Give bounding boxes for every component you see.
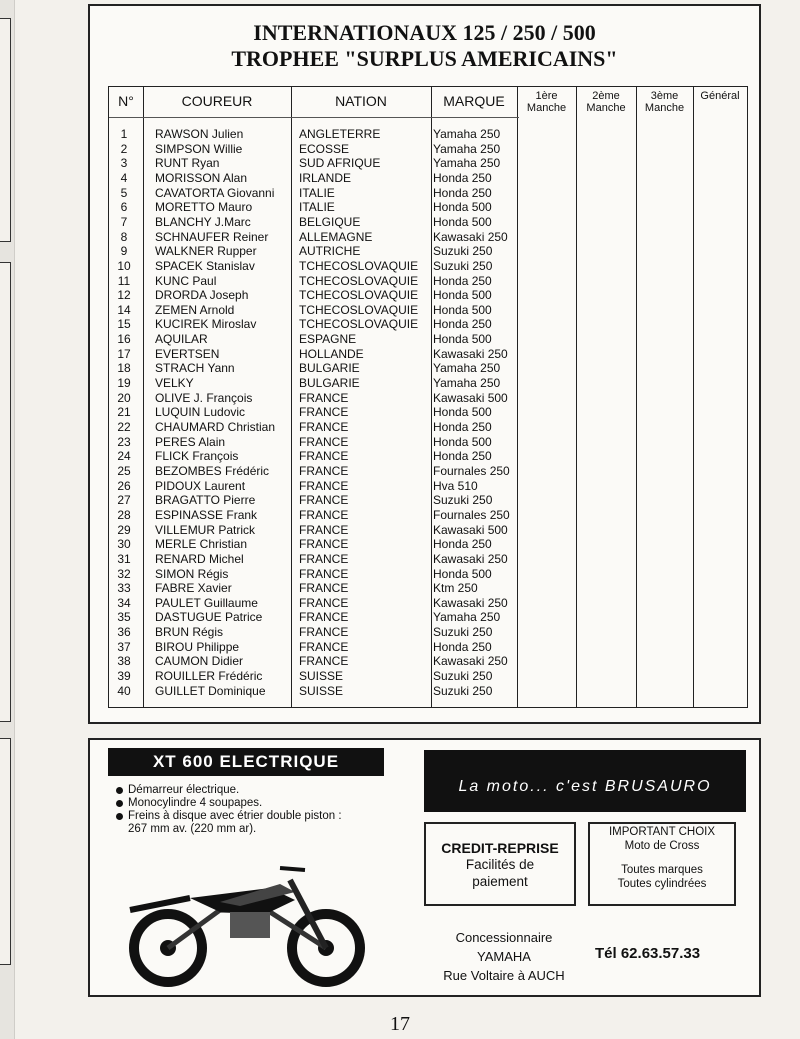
rider-nation: FRANCE bbox=[299, 566, 349, 581]
rider-number: 17 bbox=[117, 346, 131, 361]
choice-line: Toutes cylindrées bbox=[617, 878, 707, 890]
rider-nation: FRANCE bbox=[299, 610, 349, 625]
rider-number: 36 bbox=[117, 625, 131, 640]
rider-bike: Yamaha 250 bbox=[433, 127, 501, 141]
rider-name: VILLEMUR Patrick bbox=[155, 522, 256, 537]
choice-title: IMPORTANT CHOIX bbox=[608, 826, 716, 838]
rider-nation: HOLLANDE bbox=[299, 346, 364, 361]
rider-nation: FRANCE bbox=[299, 434, 349, 449]
rider-number: 23 bbox=[117, 434, 131, 449]
rider-nation: FRANCE bbox=[299, 493, 349, 508]
rider-name: KUCIREK Miroslav bbox=[155, 317, 257, 332]
rider-name: EVERTSEN bbox=[155, 346, 220, 361]
rider-number: 8 bbox=[120, 229, 128, 244]
rider-name: FABRE Xavier bbox=[155, 581, 232, 596]
rider-bike: Kawasaki 500 bbox=[433, 522, 508, 537]
choice-line: Toutes marques bbox=[621, 864, 703, 876]
rider-name: AQUILAR bbox=[155, 332, 208, 347]
rider-bike: Ktm 250 bbox=[433, 581, 478, 596]
rider-number: 27 bbox=[117, 493, 131, 508]
rider-name: MORETTO Mauro bbox=[155, 200, 253, 215]
rider-bike: Kawasaki 250 bbox=[433, 346, 508, 361]
rider-nation: TCHECOSLOVAQUIE bbox=[299, 302, 419, 317]
credit-box bbox=[424, 822, 576, 906]
rider-bike: Suzuki 250 bbox=[433, 258, 493, 273]
rider-bike: Honda 500 bbox=[433, 302, 492, 317]
rider-nation: FRANCE bbox=[299, 390, 349, 405]
rider-number: 37 bbox=[117, 639, 131, 654]
rider-name: CAVATORTA Giovanni bbox=[155, 185, 275, 200]
rider-number: 5 bbox=[120, 185, 128, 200]
rider-number: 3 bbox=[120, 156, 128, 171]
rider-name: ROUILLER Frédéric bbox=[155, 669, 263, 684]
rider-name: GUILLET Dominique bbox=[155, 683, 266, 698]
rider-name: ESPINASSE Frank bbox=[155, 507, 258, 522]
rider-nation: TCHECOSLOVAQUIE bbox=[299, 273, 419, 288]
rider-nation: FRANCE bbox=[299, 478, 349, 493]
credit-line: paiement bbox=[472, 874, 528, 889]
dealer-phone: Tél 62.63.57.33 bbox=[595, 945, 701, 962]
header-num: N° bbox=[118, 93, 134, 109]
rider-name: PAULET Guillaume bbox=[155, 595, 258, 610]
dealer-line: Concessionnaire bbox=[455, 930, 553, 945]
rider-number: 18 bbox=[117, 361, 131, 376]
rider-nation: FRANCE bbox=[299, 420, 349, 434]
rider-bike: Fournales 250 bbox=[433, 463, 510, 478]
rider-name: SIMON Régis bbox=[155, 566, 229, 581]
rider-bike: Yamaha 250 bbox=[433, 610, 501, 625]
rider-name: BRUN Régis bbox=[155, 625, 224, 640]
results-frame bbox=[88, 4, 761, 724]
rider-bike: Kawasaki 250 bbox=[433, 654, 508, 669]
rider-name: ZEMEN Arnold bbox=[155, 302, 235, 317]
feature-list bbox=[116, 784, 416, 836]
rider-name: BLANCHY J.Marc bbox=[155, 214, 251, 229]
rider-name: VELKY bbox=[155, 376, 194, 391]
rider-nation: ITALIE bbox=[299, 200, 335, 215]
rider-bike: Suzuki 250 bbox=[433, 683, 493, 698]
col-manche1 bbox=[517, 87, 577, 707]
rider-nation: BULGARIE bbox=[299, 361, 360, 376]
rider-number: 6 bbox=[120, 200, 128, 215]
rider-bike: Yamaha 250 bbox=[433, 376, 501, 391]
dealer-slogan bbox=[424, 750, 746, 812]
rider-name: DASTUGUE Patrice bbox=[155, 610, 263, 625]
header-nation: NATION bbox=[335, 93, 387, 109]
header-manche2: 2ème Manche bbox=[586, 90, 626, 114]
rider-nation: FRANCE bbox=[299, 654, 349, 669]
header-manche1: 1ère Manche bbox=[526, 90, 567, 114]
rider-name: RENARD Michel bbox=[155, 551, 244, 566]
rider-bike: Honda 500 bbox=[433, 332, 492, 347]
rider-bike: Yamaha 250 bbox=[433, 156, 501, 171]
rider-bike: Honda 250 bbox=[433, 185, 492, 200]
feature-item: Freins à disque avec étrier double piston : bbox=[116, 810, 416, 823]
rider-bike: Honda 250 bbox=[433, 273, 492, 288]
rider-name: SPACEK Stanislav bbox=[155, 258, 255, 273]
rider-name: BRAGATTO Pierre bbox=[155, 493, 256, 508]
rider-number: 20 bbox=[117, 390, 131, 405]
rider-nation: FRANCE bbox=[299, 551, 349, 566]
dealer-address bbox=[424, 928, 584, 985]
rider-nation: ALLEMAGNE bbox=[299, 229, 373, 244]
rider-nation: FRANCE bbox=[299, 522, 349, 537]
slogan-text: La moto... c'est BRUSAURO bbox=[458, 778, 712, 795]
rider-name: DRORDA Joseph bbox=[155, 288, 249, 303]
dealer-line: Rue Voltaire à AUCH bbox=[443, 968, 565, 983]
rider-number: 10 bbox=[117, 258, 131, 273]
rider-nation: ECOSSE bbox=[299, 141, 350, 156]
rider-bike: Honda 250 bbox=[433, 449, 492, 464]
rider-number: 19 bbox=[117, 376, 131, 391]
rider-bike: Honda 500 bbox=[433, 566, 492, 581]
rider-bike: Honda 250 bbox=[433, 639, 492, 654]
rider-bike: Honda 250 bbox=[433, 317, 492, 332]
choice-box bbox=[588, 822, 736, 906]
rider-name: OLIVE J. François bbox=[155, 390, 253, 405]
rider-nation: FRANCE bbox=[299, 537, 349, 552]
rider-bike: Honda 500 bbox=[433, 434, 492, 449]
rider-number: 28 bbox=[117, 507, 131, 522]
rider-nation: BELGIQUE bbox=[299, 214, 361, 229]
rider-name: BIROU Philippe bbox=[155, 639, 240, 654]
rider-bike: Honda 500 bbox=[433, 405, 492, 420]
rider-name: SCHNAUFER Reiner bbox=[155, 229, 269, 244]
rider-name: MORISSON Alan bbox=[155, 170, 248, 185]
rider-bike: Kawasaki 500 bbox=[433, 390, 508, 405]
rider-name: KUNC Paul bbox=[155, 273, 217, 288]
rider-bike: Honda 500 bbox=[433, 214, 492, 229]
rider-name: STRACH Yann bbox=[155, 361, 235, 376]
feature-item: Monocylindre 4 soupapes. bbox=[116, 797, 416, 810]
rider-name: RUNT Ryan bbox=[155, 156, 220, 171]
rider-number: 24 bbox=[117, 449, 131, 464]
rider-number: 2 bbox=[120, 141, 128, 156]
rider-number: 40 bbox=[117, 683, 131, 698]
rider-bike: Honda 250 bbox=[433, 170, 492, 185]
rider-number: 9 bbox=[120, 244, 128, 259]
rider-number: 25 bbox=[117, 463, 131, 478]
rider-name: WALKNER Rupper bbox=[155, 244, 257, 259]
previous-page-edge bbox=[0, 738, 11, 965]
rider-nation: SUISSE bbox=[299, 683, 344, 698]
rider-bike: Kawasaki 250 bbox=[433, 595, 508, 610]
page-title: INTERNATIONAUX 125 / 250 / 500 bbox=[253, 20, 596, 45]
rider-number: 39 bbox=[117, 669, 131, 684]
rider-name: BEZOMBES Frédéric bbox=[155, 463, 270, 478]
rider-bike: Hva 510 bbox=[433, 478, 478, 493]
rider-number: 30 bbox=[117, 537, 131, 552]
rider-name: MERLE Christian bbox=[155, 537, 248, 552]
rider-nation: FRANCE bbox=[299, 405, 349, 420]
rider-number: 12 bbox=[117, 288, 131, 303]
rider-bike: Honda 500 bbox=[433, 288, 492, 303]
col-manche2 bbox=[576, 87, 637, 707]
results-table bbox=[108, 86, 748, 708]
col-manche3 bbox=[636, 87, 694, 707]
rider-nation: FRANCE bbox=[299, 463, 349, 478]
rider-name: CAUMON Didier bbox=[155, 654, 244, 669]
rider-number: 16 bbox=[117, 332, 131, 347]
header-manche3: 3ème Manche bbox=[644, 90, 685, 114]
rider-number: 14 bbox=[117, 302, 131, 317]
rider-bike: Yamaha 250 bbox=[433, 141, 501, 156]
rider-number: 22 bbox=[117, 420, 131, 434]
rider-number: 15 bbox=[117, 317, 131, 332]
rider-number: 34 bbox=[117, 595, 131, 610]
rider-name: RAWSON Julien bbox=[155, 127, 244, 141]
rider-bike: Suzuki 250 bbox=[433, 669, 493, 684]
header-marque: MARQUE bbox=[443, 93, 505, 109]
header-coureur: COUREUR bbox=[181, 93, 253, 109]
rider-nation: FRANCE bbox=[299, 625, 349, 640]
previous-page-edge bbox=[0, 262, 11, 722]
rider-nation: FRANCE bbox=[299, 449, 349, 464]
rider-bike: Kawasaki 250 bbox=[433, 551, 508, 566]
rider-name: SIMPSON Willie bbox=[155, 141, 243, 156]
rider-nation: SUD AFRIQUE bbox=[299, 156, 381, 171]
rider-number: 1 bbox=[120, 127, 128, 141]
motorcycle-illustration bbox=[120, 840, 380, 990]
rider-number: 4 bbox=[120, 170, 128, 185]
rider-nation: TCHECOSLOVAQUIE bbox=[299, 317, 419, 332]
rider-number: 26 bbox=[117, 478, 131, 493]
rider-number: 31 bbox=[117, 551, 131, 566]
rider-number: 38 bbox=[117, 654, 131, 669]
rider-bike: Honda 500 bbox=[433, 200, 492, 215]
rider-nation: AUTRICHE bbox=[299, 244, 361, 259]
feature-item: Démarreur électrique. bbox=[116, 784, 416, 797]
rider-number: 32 bbox=[117, 566, 131, 581]
rider-nation: FRANCE bbox=[299, 581, 349, 596]
rider-number: 11 bbox=[117, 273, 131, 288]
rider-bike: Yamaha 250 bbox=[433, 361, 501, 376]
credit-title: CREDIT-REPRISE bbox=[441, 840, 559, 856]
rider-nation: TCHECOSLOVAQUIE bbox=[299, 258, 419, 273]
rider-number: 29 bbox=[117, 522, 131, 537]
rider-name: FLICK François bbox=[155, 449, 239, 464]
rider-bike: Honda 250 bbox=[433, 420, 492, 434]
rider-number: 21 bbox=[117, 405, 131, 420]
rider-nation: FRANCE bbox=[299, 507, 349, 522]
rider-name: CHAUMARD Christian bbox=[155, 420, 276, 434]
rider-number: 7 bbox=[120, 214, 128, 229]
rider-number: 33 bbox=[117, 581, 131, 596]
credit-line: Facilités de bbox=[465, 857, 535, 872]
rider-nation: FRANCE bbox=[299, 595, 349, 610]
rider-nation: ANGLETERRE bbox=[299, 127, 381, 141]
rider-nation: ESPAGNE bbox=[299, 332, 357, 347]
dealer-line: YAMAHA bbox=[477, 949, 531, 964]
rider-bike: Suzuki 250 bbox=[433, 493, 493, 508]
model-banner: XT 600 ELECTRIQUE bbox=[108, 748, 384, 776]
rider-number: 35 bbox=[117, 610, 131, 625]
rider-nation: BULGARIE bbox=[299, 376, 360, 391]
rider-nation: TCHECOSLOVAQUIE bbox=[299, 288, 419, 303]
rider-nation: FRANCE bbox=[299, 639, 349, 654]
choice-line: Moto de Cross bbox=[624, 840, 700, 852]
rider-name: PIDOUX Laurent bbox=[155, 478, 246, 493]
page-subtitle: TROPHEE "SURPLUS AMERICAINS" bbox=[231, 46, 618, 71]
rider-bike: Kawasaki 250 bbox=[433, 229, 508, 244]
rider-nation: SUISSE bbox=[299, 669, 344, 684]
rider-name: PERES Alain bbox=[155, 434, 226, 449]
advertisement bbox=[88, 738, 761, 997]
rider-bike: Suzuki 250 bbox=[433, 244, 493, 259]
feature-item-detail: 267 mm av. (220 mm ar). bbox=[128, 823, 257, 835]
rider-bike: Fournales 250 bbox=[433, 507, 510, 522]
rider-bike: Suzuki 250 bbox=[433, 625, 493, 640]
rider-nation: IRLANDE bbox=[299, 170, 352, 185]
rider-bike: Honda 250 bbox=[433, 537, 492, 552]
page-number: 17 bbox=[390, 1013, 410, 1035]
header-underline bbox=[109, 117, 519, 118]
previous-page-edge bbox=[0, 18, 11, 242]
rider-name: LUQUIN Ludovic bbox=[155, 405, 246, 420]
rider-nation: ITALIE bbox=[299, 185, 335, 200]
header-general: Général bbox=[700, 90, 740, 102]
